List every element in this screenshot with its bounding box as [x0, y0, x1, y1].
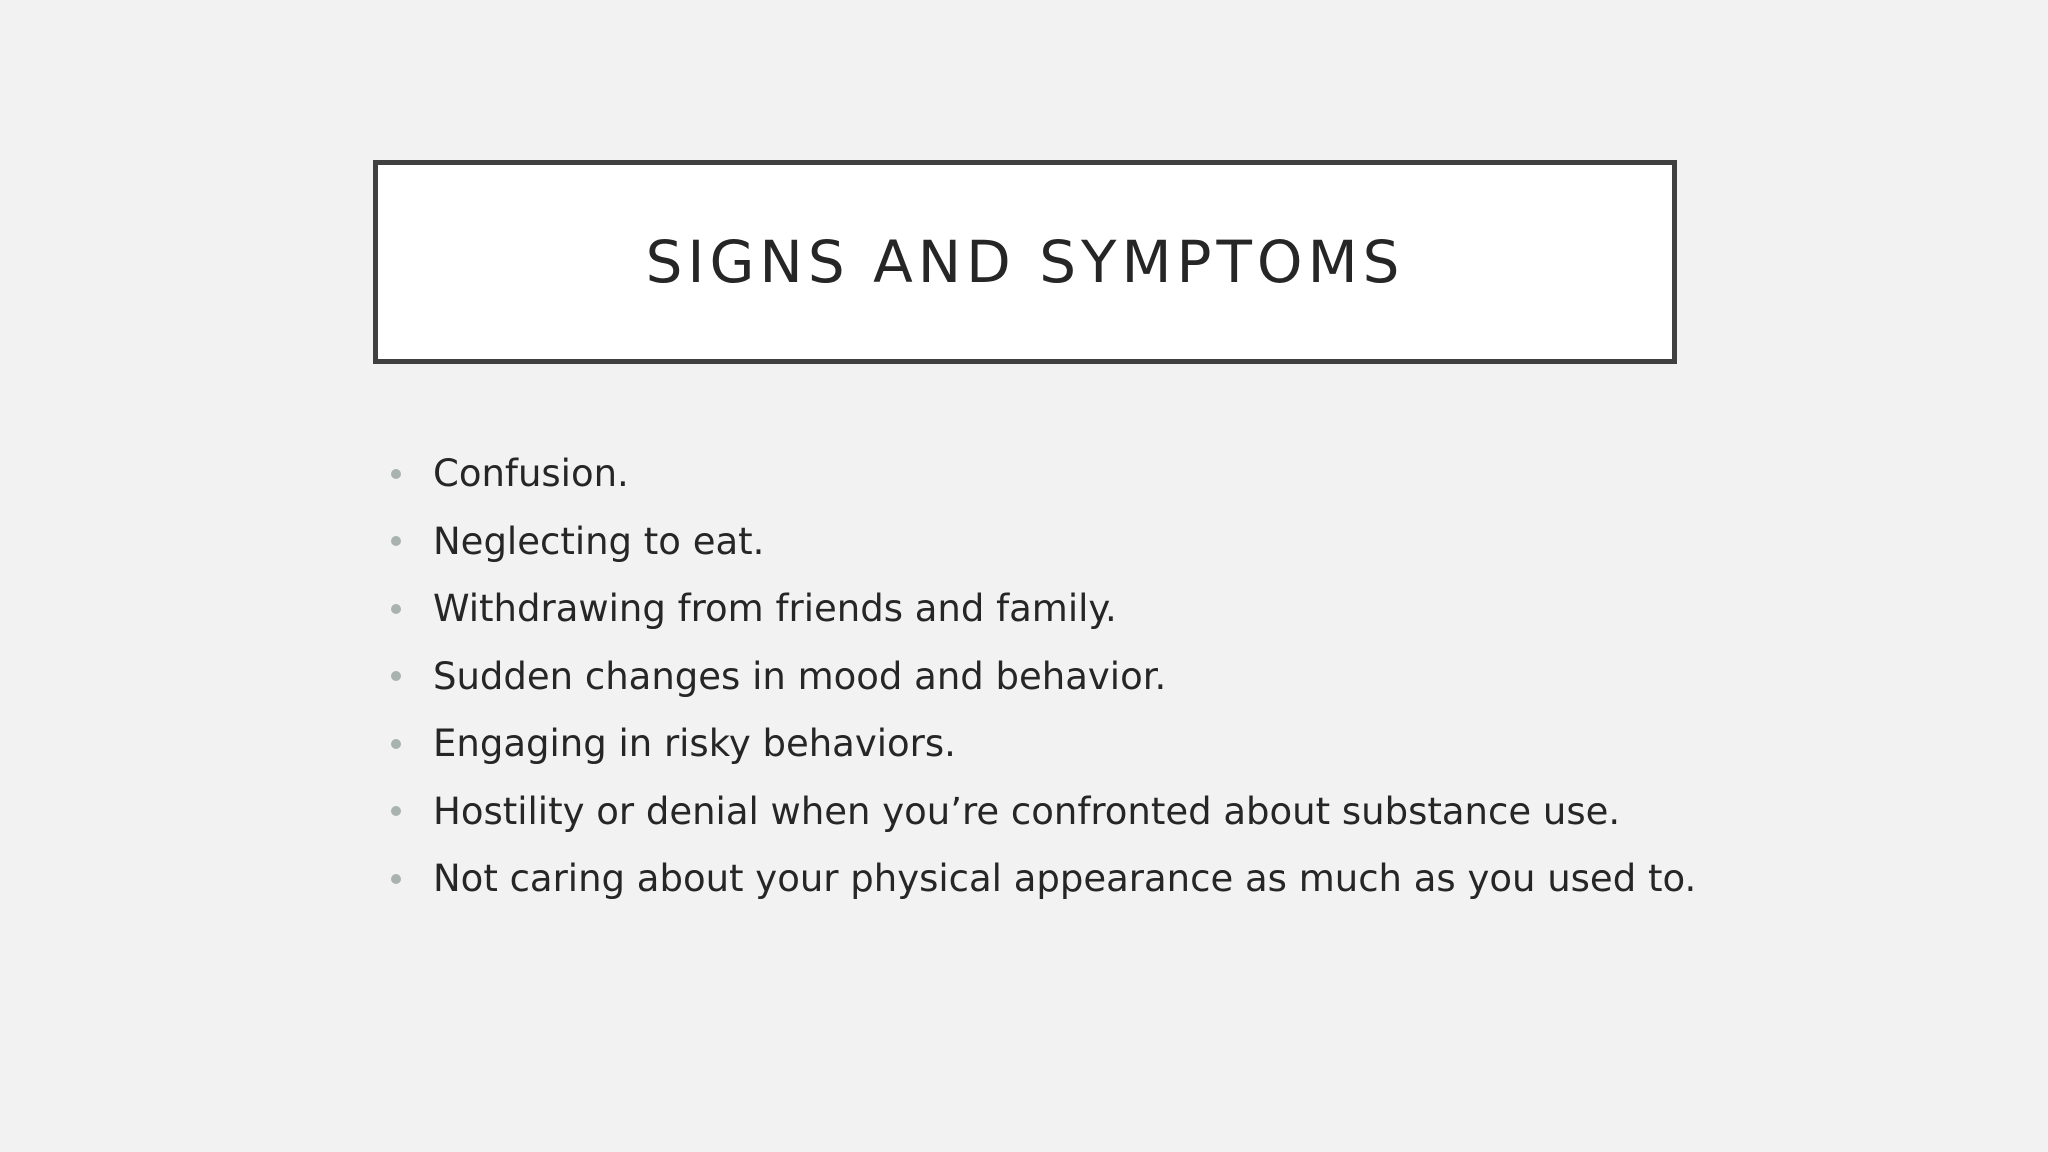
- bullet-text: Engaging in risky behaviors.: [433, 722, 956, 766]
- bullet-dot-icon: [391, 469, 401, 479]
- bullet-dot-icon: [391, 671, 401, 681]
- bullet-item: [386, 710, 1696, 778]
- bullet-text: Neglecting to eat.: [433, 519, 765, 563]
- bullet-item: [386, 845, 1696, 913]
- bullet-text: Withdrawing from friends and family.: [433, 587, 1117, 631]
- title-box: [373, 160, 1677, 364]
- bullet-dot-icon: [391, 536, 401, 546]
- bullet-text: Sudden changes in mood and behavior.: [433, 654, 1167, 698]
- bullet-item: [386, 778, 1696, 846]
- bullet-text: Hostility or denial when you’re confronted about substance use.: [433, 789, 1621, 833]
- slide-title: SIGNS AND SYMPTOMS: [645, 228, 1405, 296]
- bullet-item: [386, 643, 1696, 711]
- bullet-item: [386, 508, 1696, 576]
- bullet-dot-icon: [391, 604, 401, 614]
- bullet-text: Confusion.: [433, 452, 629, 496]
- bullet-item: [386, 575, 1696, 643]
- bullet-list: [386, 440, 1696, 913]
- bullet-item: [386, 440, 1696, 508]
- bullet-text: Not caring about your physical appearance as much as you used to.: [433, 857, 1697, 901]
- bullet-dot-icon: [391, 806, 401, 816]
- bullet-dot-icon: [391, 874, 401, 884]
- bullet-dot-icon: [391, 739, 401, 749]
